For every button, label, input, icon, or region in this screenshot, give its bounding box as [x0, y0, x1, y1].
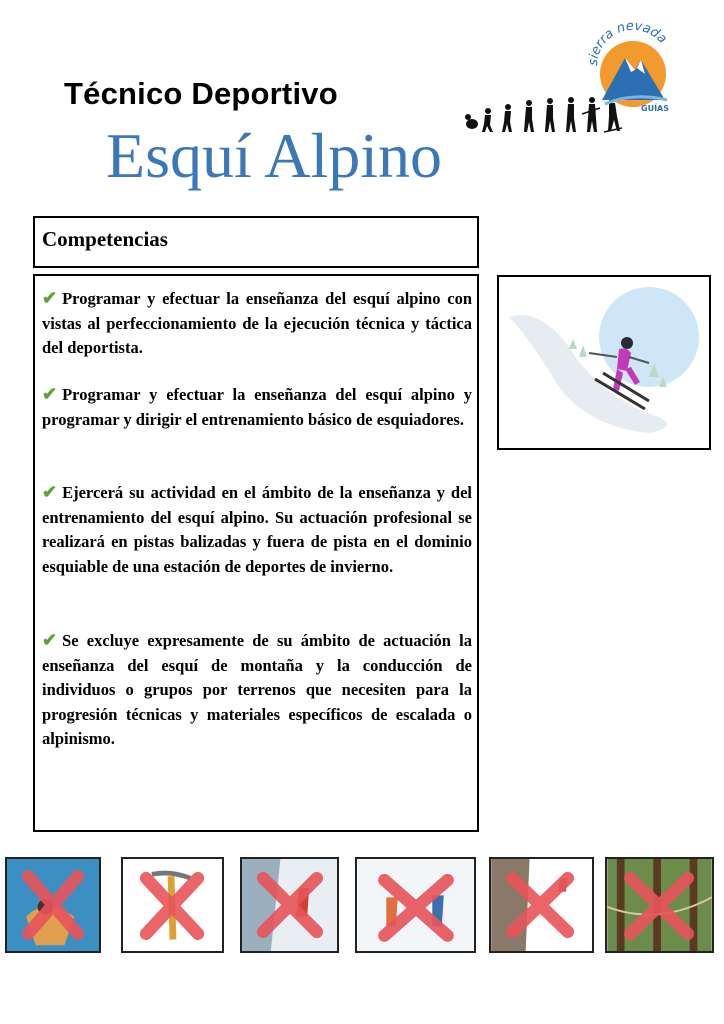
list-item: ✔ Programar y efectuar la enseñanza del esquí alpino y programar y dirigir el entrenamiento básico de esquiadores.: [42, 384, 472, 429]
section-heading: Competencias: [42, 227, 168, 251]
checkmark-icon: ✔: [42, 384, 58, 404]
rock-climbing-excluded-icon: [491, 859, 592, 951]
checkmark-icon: ✔: [42, 630, 58, 650]
subtitle: Técnico Deportivo: [64, 76, 338, 111]
ice-climbing-excluded-icon: [242, 859, 337, 951]
thumb-climbing-excluded: [5, 857, 101, 953]
checkmark-icon: ✔: [42, 482, 58, 502]
thumb-ice-climbing-excluded: [240, 857, 339, 953]
ice-axe-excluded-icon: [123, 859, 222, 951]
thumb-snowshoeing-excluded: [355, 857, 476, 953]
climbing-excluded-icon: [7, 859, 99, 951]
checkmark-icon: ✔: [42, 288, 58, 308]
thumb-ice-axe-excluded: [121, 857, 224, 953]
list-item: ✔ Programar y efectuar la enseñanza del esquí alpino con vistas al perfeccionamiento de la ejecución técnica y táctica del deportista.: [42, 288, 472, 358]
thumb-rock-climbing-excluded: [489, 857, 594, 953]
list-item: ✔ Se excluye expresamente de su ámbito de actuación la enseñanza del esquí de montaña y la conducción de individuos o grupos por terrenos que necesiten para la progresión técnicas y materiales específicos de escalada o alpinismo.: [42, 630, 472, 749]
thumb-forest-ropes-excluded: [605, 857, 714, 953]
skier-icon: [499, 277, 709, 448]
sierra-nevada-logo: [583, 16, 683, 122]
list-item: ✔ Ejercerá su actividad en el ámbito de la enseñanza y del entrenamiento del esquí alpino. Su actuación profesional se realizará en pistas balizadas y fuera de pista en el dominio esquiable de una estación de deportes de invierno.: [42, 482, 472, 576]
forest-ropes-excluded-icon: [607, 859, 712, 951]
competencias-list: [33, 274, 479, 832]
svg-text:sierra nevada: sierra nevada: [585, 18, 670, 67]
logo-tag: GUÍAS: [641, 104, 669, 113]
competencias-header: [33, 216, 479, 268]
page-title: Esquí Alpino: [106, 120, 443, 191]
snowshoeing-excluded-icon: [357, 859, 474, 951]
skier-illustration: [497, 275, 711, 450]
